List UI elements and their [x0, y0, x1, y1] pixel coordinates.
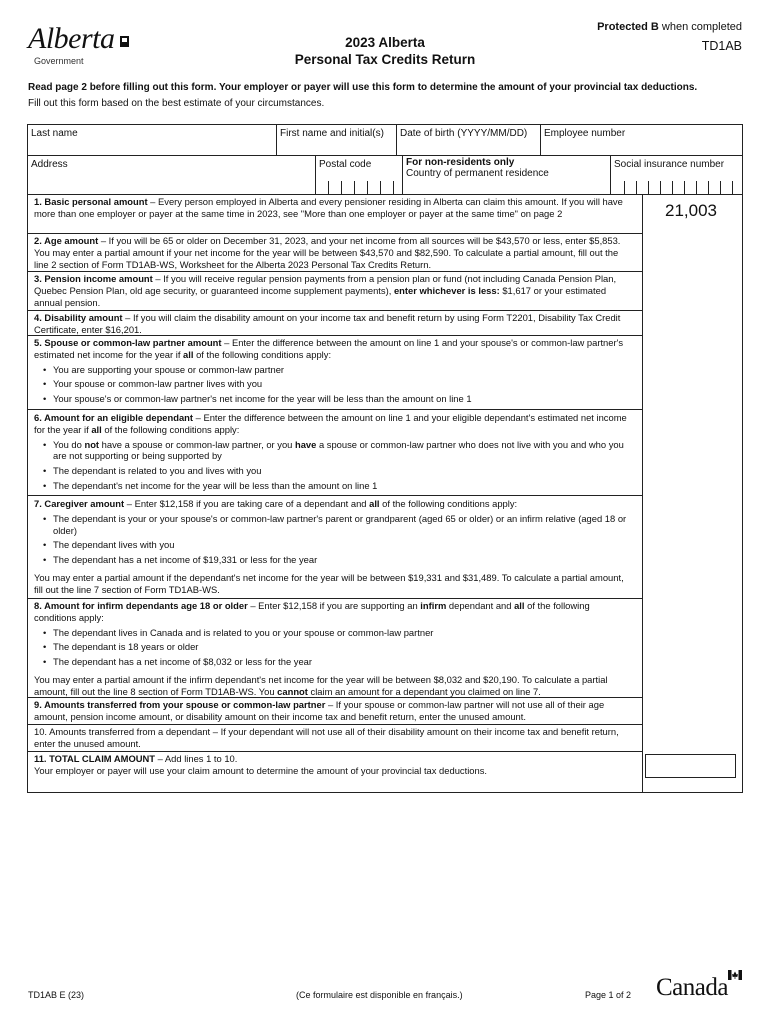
address-field[interactable] [28, 156, 315, 195]
line-10-transferred-dependant: 10. Amounts transferred from a dependant – If your dependant will not use all of their disability amount on their income tax and benefit return, enter the unused amount. [34, 726, 619, 749]
line-7-tail: You may enter a partial amount if the dependant's net income for the year will be between $19,331 and $31,489. To calculate a partial amount, fill out the line 7 section of Form TD1AB-WS. [34, 571, 624, 595]
line-8-infirm-dependants [28, 599, 640, 699]
canada-flag-icon [728, 970, 742, 980]
line-8-bullet: • The dependant is 18 years or older [34, 641, 634, 653]
line-5-bullet: • You are supporting your spouse or common-law partner [34, 364, 634, 376]
footer-form-code: TD1AB E (23) [28, 990, 85, 1000]
line-6-b1-a: You do [53, 438, 85, 450]
line-6-bullet [34, 439, 634, 463]
line-6-text-b: of the following conditions apply: [101, 423, 240, 435]
line-4-disability [28, 311, 640, 337]
employee-number-label: Employee number [544, 128, 626, 139]
employee-number-field[interactable] [541, 125, 742, 155]
line-8-infirm: infirm [420, 600, 447, 611]
postal-code-boxes [328, 179, 394, 195]
line-1-title: 1. Basic personal amount [34, 196, 148, 207]
non-resident-field[interactable] [403, 154, 610, 195]
line-6-b1-not: not [84, 438, 100, 450]
canada-wordmark [656, 974, 728, 1002]
line-11-title: 11. TOTAL CLAIM AMOUNT [34, 753, 156, 764]
line-9-text: – If your spouse or common-law partner will not use all of their age amount, pension income amount, or disability amount on their income tax and benefit return, enter the unused amount. [34, 699, 605, 722]
line-2-age-amount [28, 234, 640, 271]
line-5-text-b: of the following conditions apply: [193, 348, 332, 360]
line-11-text: – Add lines 1 to 10. [155, 753, 238, 764]
line-8-all: all [514, 600, 525, 611]
postal-code-label: Postal code [319, 159, 372, 170]
line-6-text-a: – Enter the difference between the amount on line 1 and your eligible dependant's estimated net income for the year if [34, 412, 627, 435]
line-5-title: 5. Spouse or common-law partner amount [34, 337, 222, 348]
line-5-text-a: – Enter the difference between the amount on line 1 and your spouse's or common-law partner's estimated net income for the year if [34, 337, 624, 360]
identification-box [27, 124, 743, 195]
line-2-title: 2. Age amount [34, 235, 99, 246]
logo-flag-icon [120, 36, 129, 47]
line-8-title: 8. Amount for infirm dependants age 18 or older [34, 600, 248, 611]
line-5-all: all [183, 348, 194, 360]
title-line-2: Personal Tax Credits Return [294, 52, 476, 67]
line-1-basic-personal [28, 195, 640, 221]
line-5-spouse [28, 336, 640, 406]
line-7-bullet: • The dependant is your or your spouse's or common-law partner's parent or grandparent (aged 65 or older) or an infirm relative (aged 18 or older) [34, 513, 634, 537]
dob-label: Date of birth (YYYY/MM/DD) [400, 128, 528, 139]
line-7-text-b: of the following conditions apply: [379, 498, 518, 509]
line-6-eligible-dependant [28, 411, 640, 493]
line-8-text-b: dependant and [446, 600, 515, 611]
line-8-bullet: • The dependant has a net income of $8,032 or less for the year [34, 656, 634, 668]
divider [28, 409, 642, 410]
intro-text: Fill out this form based on the best estimate of your circumstances. [28, 98, 325, 109]
line-3-text-b: $1,617 or your estimated annual pension. [34, 284, 607, 308]
title-line-1: 2023 Alberta [345, 35, 425, 50]
address-label: Address [31, 159, 68, 170]
line-3-title: 3. Pension income amount [34, 273, 153, 284]
line-6-bullet: • The dependant is related to you and lives with you [34, 465, 634, 477]
sin-label: Social insurance number [614, 159, 725, 170]
line-3-text-a: – If you will receive regular pension payments from a pension plan or fund (not including Canada Pension Plan, Quebec Pension Plan, old age security, or guaranteed income supplement payments), [34, 273, 617, 296]
sin-boxes [624, 179, 733, 195]
line-3-bold: enter whichever is less: [393, 284, 500, 296]
claim-table [27, 195, 743, 793]
line-7-bullet: • The dependant lives with you [34, 539, 634, 551]
line-7-caregiver [28, 497, 640, 597]
date-of-birth-field[interactable] [397, 125, 540, 155]
form-title [250, 34, 520, 68]
last-name-field[interactable] [28, 125, 276, 155]
footer-french-note: (Ce formulaire est disponible en français.) [296, 990, 463, 1000]
line-6-b1-have: have [294, 438, 317, 450]
canada-word: Canada [656, 974, 728, 1001]
protected-rest: when completed [658, 21, 742, 33]
first-name-field[interactable] [277, 125, 396, 155]
line-9-title: 9. Amounts transferred from your spouse or common-law partner [34, 699, 326, 710]
last-name-label: Last name [31, 128, 78, 139]
line-6-title: 6. Amount for an eligible dependant [34, 412, 194, 423]
line-6-b1-c: a spouse or common-law partner who does not live with you and who you are not supporting or being supported by [53, 438, 624, 462]
line-8-text-a: – Enter $12,158 if you are supporting an [247, 600, 421, 611]
line-1-text: – Every person employed in Alberta and every pensioner residing in Alberta can claim this amount. If you will have more than one employer or payer at the same time in 2023, see "More than one employer or payer at the same time" on page 2 [34, 196, 623, 219]
line-6-b1-b: have a spouse or common-law partner, or you [99, 438, 295, 450]
protected-strong: Protected B [597, 21, 659, 33]
line-4-title: 4. Disability amount [34, 312, 123, 323]
line-2-text: – If you will be 65 or older on December 31, 2023, and your net income from all sources will be $43,570 or less, enter $5,853. You may enter a partial amount if your net income for the year will be between $43,570 and $82,590. To calculate a partial amount, fill out the line 2 section of Form TD1AB-WS, Worksheet for the Alberta 2023 Personal Tax Credits Return. [34, 235, 621, 270]
divider [28, 495, 642, 496]
line-11-note: Your employer or payer will use your claim amount to determine the amount of your provincial tax deductions. [34, 764, 488, 776]
line-5-bullet: • Your spouse's or common-law partner's net income for the year will be less than the amount on line 1 [34, 393, 634, 405]
country-residence-label: Country of permanent residence [406, 168, 549, 179]
line-7-title: 7. Caregiver amount [34, 498, 125, 509]
line-6-all: all [91, 423, 102, 435]
form-code: TD1AB [701, 39, 742, 53]
total-claim-amount-input[interactable] [645, 754, 736, 778]
logo-government: Government [34, 56, 84, 66]
line-9-transferred-spouse [28, 698, 640, 724]
line-8-tail [34, 674, 634, 698]
line-8-tail-a: You may enter a partial amount if the infirm dependant's net income for the year will be between $8,032 and $20,190. To calculate a partial amount, fill out the line 8 section of Form TD1AB-WS. You [34, 673, 608, 697]
line-11-total-claim [28, 752, 640, 778]
line-3-pension-income [28, 272, 640, 309]
line-8-cannot: cannot [277, 685, 308, 697]
footer-page-number: Page 1 of 2 [585, 990, 632, 1000]
line-8-text-c: of the following conditions apply: [34, 600, 590, 623]
logo-wordmark: Alberta [28, 22, 115, 55]
line-6-bullet: • The dependant's net income for the year will be less than the amount on line 1 [34, 480, 634, 492]
line-8-tail-b: claim an amount for a dependant you claimed on line 7. [307, 685, 541, 697]
non-resident-title: For non-residents only [406, 157, 515, 168]
first-name-label: First name and initial(s) [280, 128, 384, 139]
line-8-bullet: • The dependant lives in Canada and is related to you or your spouse or common-law partner [34, 627, 634, 639]
line-7-text-a: – Enter $12,158 if you are taking care of a dependant and [124, 498, 370, 509]
line-5-bullet: • Your spouse or common-law partner lives with you [34, 378, 634, 390]
line-7-all: all [369, 498, 380, 509]
amount-column-divider [642, 195, 643, 792]
protected-notice [597, 21, 742, 33]
intro-bold: Read page 2 before filling out this form. Your employer or payer will use this form to determine the amount of your provincial tax deductions. [28, 82, 698, 93]
line-7-bullet: • The dependant has a net income of $19,331 or less for the year [34, 554, 634, 566]
line-4-text: – If you will claim the disability amount on your income tax and benefit return by using Form T2201, Disability Tax Credit Certificate, enter $16,201. [34, 312, 621, 335]
alberta-logo [28, 24, 138, 68]
line-1-amount[interactable]: 21,003 [665, 201, 717, 220]
